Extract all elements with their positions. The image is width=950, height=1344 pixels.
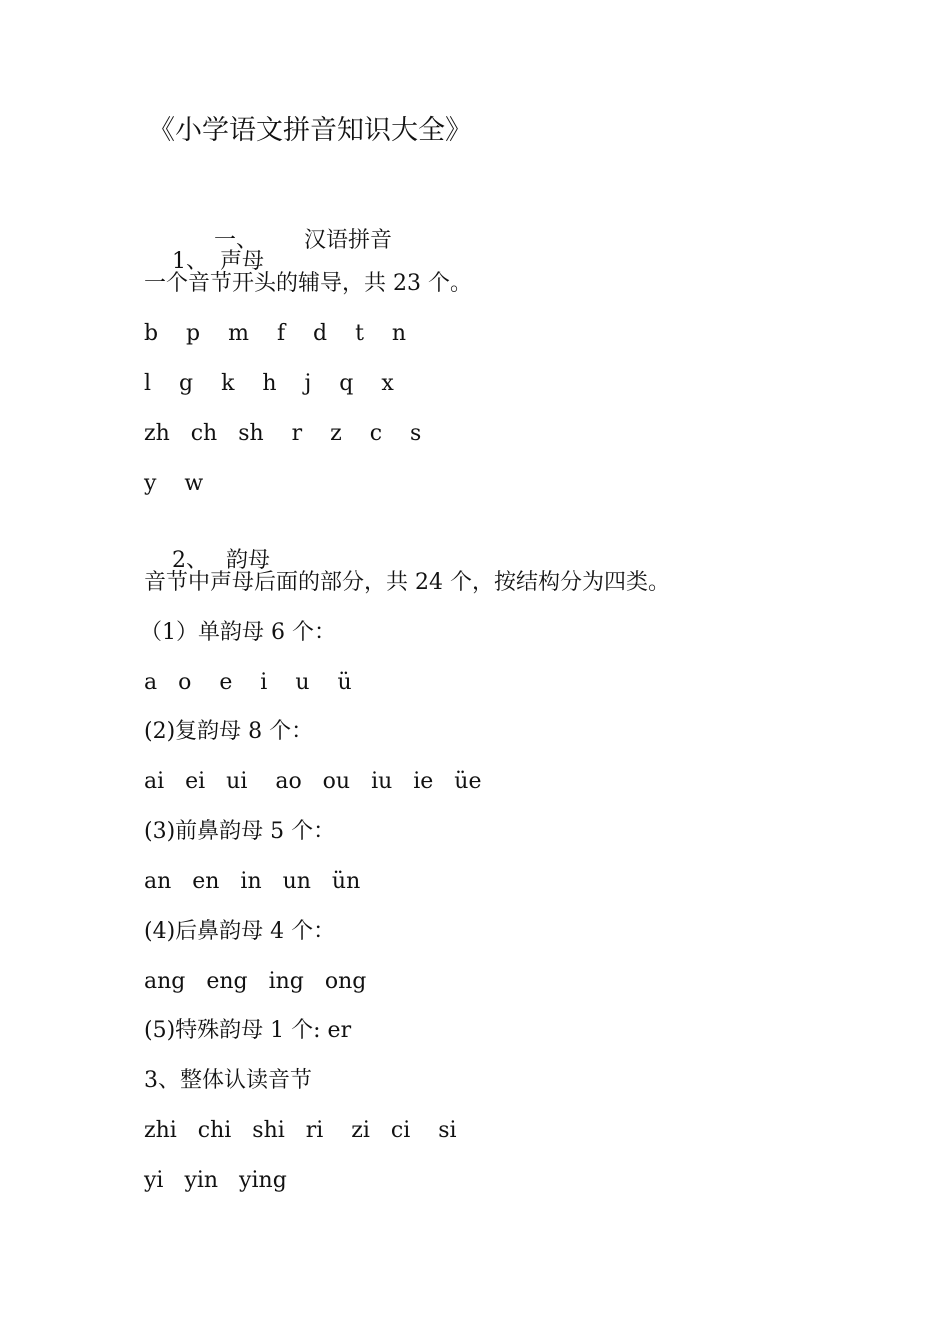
back-nasal-finals: ang eng ing ong [144, 969, 367, 994]
front-nasal-finals-label: (3)前鼻韵母 5 个： [144, 819, 336, 844]
initials-row-1: b p m f d t n [144, 321, 407, 346]
subsection-2-title: 韵母 [225, 548, 270, 573]
section-1-number: 一、 [213, 228, 258, 253]
compound-finals-label: (2)复韵母 8 个： [144, 719, 314, 744]
initials-description: 一个音节开头的辅导，共 23 个。 [144, 271, 472, 296]
compound-finals: ai ei ui ao ou iu ie üe [144, 769, 482, 794]
finals-description: 音节中声母后面的部分，共 24 个，按结构分为四类。 [144, 570, 670, 595]
whole-syllables-row-2: yi yin ying [144, 1168, 287, 1193]
simple-finals: a o e i u ü [144, 670, 352, 695]
special-final: (5)特殊韵母 1 个: er [144, 1018, 352, 1043]
back-nasal-finals-label: (4)后鼻韵母 4 个： [144, 919, 336, 944]
initials-row-4: y w [144, 471, 204, 496]
whole-syllables-row-1: zhi chi shi ri zi ci si [144, 1118, 457, 1143]
subsection-2-number: 2、 [171, 548, 208, 573]
subsection-1-number: 1、 [171, 249, 208, 274]
front-nasal-finals: an en in un ün [144, 869, 361, 894]
subsection-3-heading: 3、整体认读音节 [144, 1068, 312, 1093]
simple-finals-label: （1）单韵母 6 个： [140, 620, 336, 645]
initials-row-2: l g k h j q x [144, 371, 394, 396]
subsection-1-title: 声母 [219, 249, 264, 274]
section-1-title: 汉语拼音 [303, 228, 392, 253]
initials-row-3: zh ch sh r z c s [144, 421, 422, 446]
document-title: 《小学语文拼音知识大全》 [148, 115, 472, 146]
